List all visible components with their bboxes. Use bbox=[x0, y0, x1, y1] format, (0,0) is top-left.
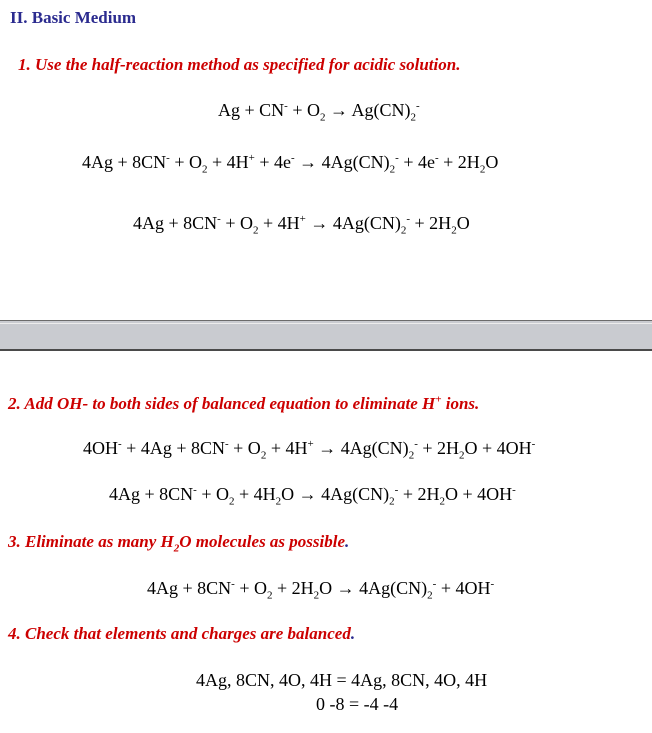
step-2-number: 2. bbox=[8, 394, 21, 413]
step-3-text-a: Eliminate as many H bbox=[25, 532, 174, 551]
equation-1-text: $Ag + CN^- + O_2 \to Ag(CN)_2^-$ bbox=[218, 100, 420, 124]
step-4-instruction bbox=[8, 624, 355, 644]
section-heading: II. Basic Medium bbox=[10, 8, 137, 27]
step-2-superscript: + bbox=[435, 393, 442, 406]
step-2-instruction bbox=[8, 394, 479, 414]
step-1-instruction bbox=[18, 55, 460, 75]
step-1-text: Use the half-reaction method as specified for acidic solution. bbox=[35, 55, 461, 74]
step-4-period: . bbox=[350, 624, 356, 643]
step-3-text-b: O molecules as possible bbox=[179, 532, 346, 551]
equation-6 bbox=[147, 578, 495, 602]
step-2-text-a: Add OH- to both sides of balanced equation to eliminate H bbox=[24, 394, 436, 413]
element-balance-check: 4Ag, 8CN, 4O, 4H = 4Ag, 8CN, 4O, 4H bbox=[196, 670, 488, 690]
equation-6-text: $4Ag + 8CN^- + O_2 + 2H_2O \to 4Ag(CN)_2^- + 4OH^-$ bbox=[147, 578, 495, 602]
step-4-text: Check that elements and charges are balanced bbox=[25, 624, 351, 643]
step-3-number: 3. bbox=[8, 532, 21, 551]
equation-5 bbox=[109, 484, 516, 508]
equation-3-text: $4Ag + 8CN^- + O_2 + 4H^+ \to 4Ag(CN)_2^- + 2H_2O$ bbox=[133, 213, 470, 237]
step-1-number: 1. bbox=[18, 55, 31, 74]
equation-2-text: $4Ag + 8CN^- + O_2 + 4H^+ + 4e^- \to 4Ag(CN)_2^- + 4e^- + 2H_2O$ bbox=[82, 152, 499, 176]
step-4-number: 4. bbox=[8, 624, 21, 643]
charge-balance-check: 0 -8 = -4 -4 bbox=[316, 694, 399, 714]
equation-4 bbox=[83, 438, 536, 462]
equation-5-text: $4Ag + 8CN^- + O_2 + 4H_2O \to 4Ag(CN)_2^- + 2H_2O + 4OH^-$ bbox=[109, 484, 516, 508]
step-2-text-b: ions. bbox=[441, 394, 480, 413]
step-3-subscript: 2 bbox=[173, 542, 180, 555]
equation-3 bbox=[133, 213, 470, 237]
equation-4-text: $4OH^- + 4Ag + 8CN^- + O_2 + 4H^+ \to 4Ag(CN)_2^- + 2H_2O + 4OH^-$ bbox=[83, 438, 536, 462]
step-3-period: . bbox=[345, 532, 350, 551]
step-3-instruction bbox=[8, 532, 350, 555]
equation-2 bbox=[82, 152, 499, 176]
section-divider bbox=[0, 320, 652, 351]
equation-1 bbox=[218, 100, 420, 124]
